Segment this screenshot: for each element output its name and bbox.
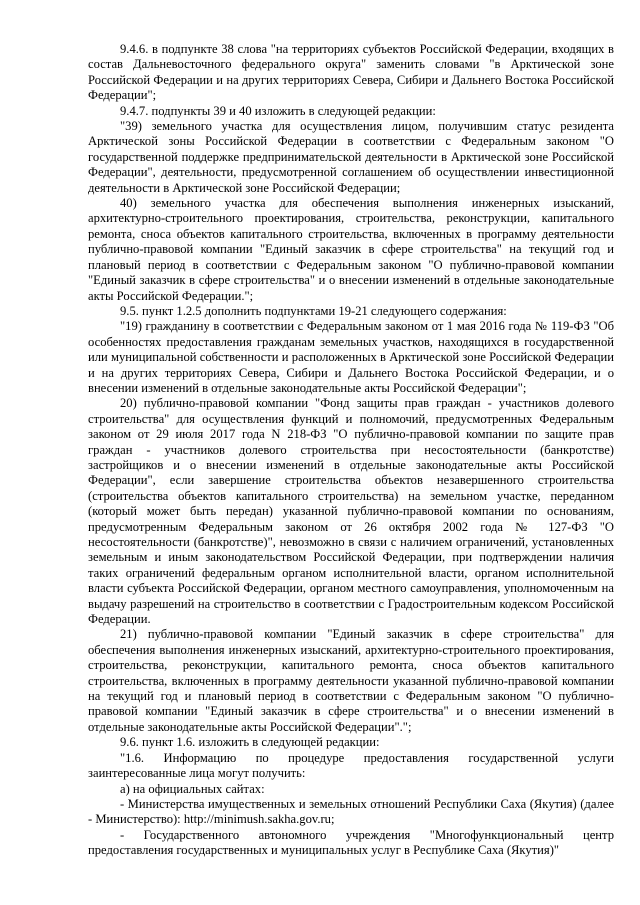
paragraph-1-6: "1.6. Информацию по процедуре предоставления государственной услуги заинтересованные лица могут получить: xyxy=(88,750,614,781)
paragraph-subitem-20: 20) публично-правовой компании "Фонд защиты прав граждан - участников долевого строительства" для осуществления функций и полномочий, предусмотренных Федеральным законом от 29 июля 2017 года N 218-ФЗ "О публично-правовой компании по защите прав граждан - участников долевого строительства при несостоятельности (банкротстве) застройщиков и о внесении изменений в отдельные законодательные акты Российской Федерации", если завершение строительства объектов незавершенного строительства (строительства объектов капитального строительства) на земельном участке, переданном (который может быть передан) указанной публично-правовой компании по основаниям, предусмотренным Федеральным законом от 26 октября 2002 года № 127-ФЗ "О несостоятельности (банкротстве)", невозможно в связи с наличием ограничений, установленных земельным и иным законодательством Российской Федерации, при подтверждении наличия таких ограничений федеральным органом исполнительной власти, органом исполнительной власти субъекта Российской Федерации, органом местного самоуправления, уполномоченным на выдачу разрешений на строительство в соответствии с Градостроительным кодексом Российской Федерации. xyxy=(88,396,614,627)
paragraph-subitem-21: 21) публично-правовой компании "Единый заказчик в сфере строительства" для обеспечения выполнения инженерных изысканий, архитектурно-строительного проектирования, строительства, реконструкции, капитального ремонта, сноса объектов капитального строительства, включенных в программу деятельности указанной публично-правовой компании на текущий год и плановый период в соответствии с Федеральным законом "О публично-правовой компании "Единый заказчик в сфере строительства" и о внесении изменений в отдельные законодательные акты Российской Федерации"."; xyxy=(88,627,614,734)
paragraph-item-a: а) на официальных сайтах: xyxy=(120,781,265,796)
paragraph-mfc-site: - Государственного автономного учреждения "Многофункциональный центр предоставления государственных и муниципальных услуг в Республике Саха (Якутия)" xyxy=(88,827,614,858)
paragraph-subitem-40: 40) земельного участка для обеспечения выполнения инженерных изысканий, архитектурно-строительного проектирования, строительства, реконструкции, капитального ремонта, сноса объектов капитального строительства, включенных в программу деятельности публично-правовой компании "Единый заказчик в сфере строительства" на текущий год и плановый период в соответствии с Федеральным законом "О публично-правовой компании "Единый заказчик в сфере строительства" и о внесении изменений в отдельные законодательные акты Российской Федерации."; xyxy=(88,196,614,303)
paragraph-9-5: 9.5. пункт 1.2.5 дополнить подпунктами 19-21 следующего содержания: xyxy=(120,303,507,318)
paragraph-ministry-site: - Министерства имущественных и земельных отношений Республики Саха (Якутия) (далее - Министерство): http://minimush.sakha.gov.ru; xyxy=(88,796,614,827)
paragraph-subitem-19: "19) гражданину в соответствии с Федеральным законом от 1 мая 2016 года № 119-ФЗ "Об особенностях предоставления гражданам земельных участков, находящихся в государственной или муниципальной собственности и расположенных в Арктической зоне Российской Федерации и на других территориях Севера, Сибири и Дальнего Востока Российской Федерации, и о внесении изменений в отдельные законодательные акты Российской Федерации"; xyxy=(88,319,614,395)
paragraph-subitem-39: "39) земельного участка для осуществления лицом, получившим статус резидента Арктической зоны Российской Федерации в соответствии с Федеральным законом "О государственной поддержке предпринимательской деятельности в Арктической зоне Российской Федерации", деятельности, предусмотренной соглашением об осуществлении инвестиционной деятельности в Арктической зоне Российской Федерации; xyxy=(88,119,614,195)
document-page xyxy=(88,42,614,859)
paragraph-9-4-6: 9.4.6. в подпункте 38 слова "на территориях субъектов Российской Федерации, входящих в состав Дальневосточного федерального округа" заменить словами "в Арктической зоне Российской Федерации и на других территориях Севера, Сибири и Дальнего Востока Российской Федерации"; xyxy=(88,42,614,103)
paragraph-9-4-7: 9.4.7. подпункты 39 и 40 изложить в следующей редакции: xyxy=(120,103,436,118)
paragraph-9-6: 9.6. пункт 1.6. изложить в следующей редакции: xyxy=(120,735,380,750)
